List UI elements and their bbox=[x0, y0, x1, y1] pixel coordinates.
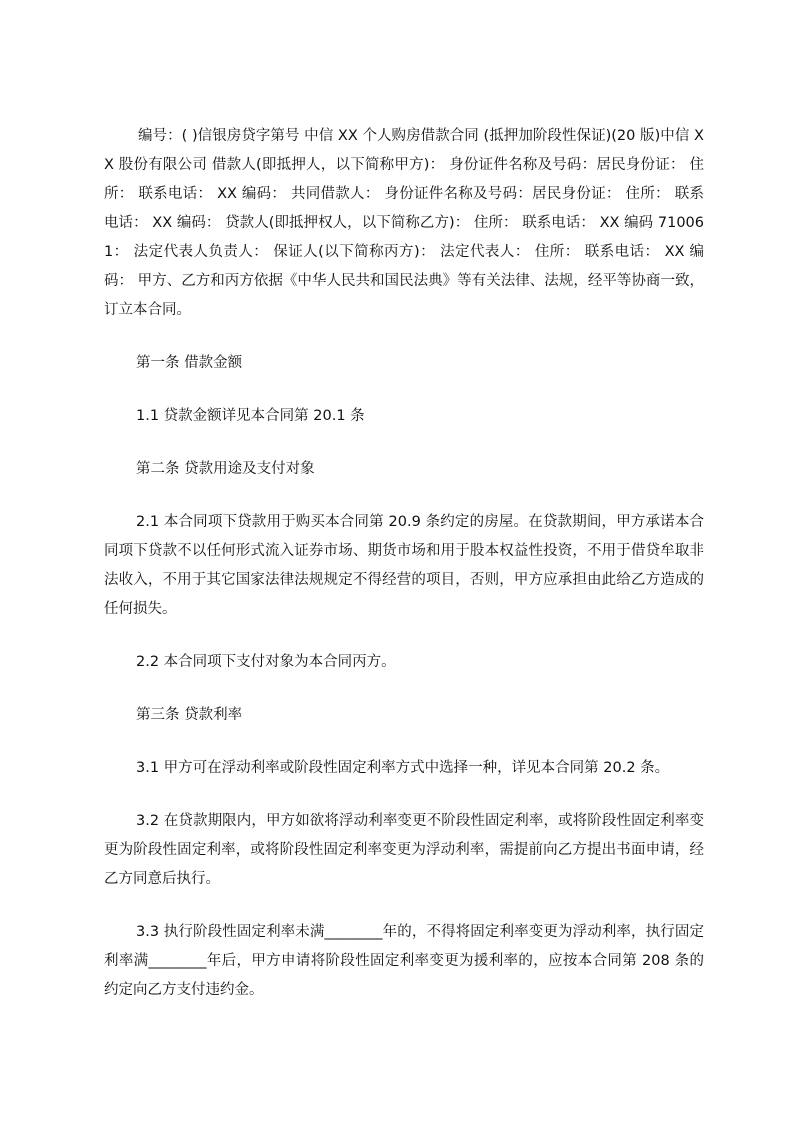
clause-3-1: 3.1 甲方可在浮动利率或阶段性固定利率方式中选择一种，详见本合同第 20.2 条。 bbox=[136, 760, 670, 776]
clause-2-2: 2.2 本合同项下支付对象为本合同丙方。 bbox=[136, 654, 396, 670]
article-3-title: 第三条 贷款利率 bbox=[136, 707, 243, 723]
clause-2-1: 2.1 本合同项下贷款用于购买本合同第 20.9 条约定的房屋。在贷款期间，甲方承诺本合 同项下贷款不以任何形式流入证券市场、期货市场和用于股本权益性投资，不用于借贷牟取非法收入，不用于其它国家法律法规规定不得经营的项目，否则，甲方应承担由此给乙方造成的任何损失。 bbox=[104, 514, 704, 617]
clause-3-3: 3.3 执行阶段性固定利率未满________年的，不得将固定利率变更为浮动利率，执行固定利率满________年后，甲方申请将阶段性固定利率变更为援利率的，应按本合同第 208 条的约定向乙方支付违约金。 bbox=[104, 924, 704, 998]
article-1-title: 第一条 借款金额 bbox=[136, 355, 243, 371]
clause-3-2: 3.2 在贷款期限内，甲方如欲将浮动利率变更不阶段性固定利率，或将阶段性固定利率变更为阶段性固定利率，或将阶段性固定利率变更为浮动利率，需提前向乙方提出书面申请，经乙方同意后执行。 bbox=[104, 813, 704, 887]
article-2-title: 第二条 贷款用途及支付对象 bbox=[136, 461, 315, 477]
document-body bbox=[104, 122, 704, 1005]
clause-1-1: 1.1 贷款金额详见本合同第 20.1 条 bbox=[136, 408, 365, 424]
contract-intro: 编号：( )信银房贷字第号 中信 XX 个人购房借款合同 (抵押加阶段性保证)(20 版)中信 XX 股份有限公司 借款人(即抵押人，以下简称甲方)： 身份证件名称及号码：居民身份证： 住所： 联系电话： XX 编码： 共同借款人： 身份证件名称及号码：居民身份证： 住所： 联系电话： XX 编码： 贷款人(即抵押权人，以下简称乙方)： 住所： 联系电话： XX 编码 710061： 法定代表人负责人： 保证人(以下简称丙方)： 法定代表人： 住所： 联系电话： XX 编码： 甲方、乙方和丙方依据《中华人民共和国民法典》等有关法律、法规，经平等协商一致，订立本合同。 bbox=[104, 128, 704, 318]
